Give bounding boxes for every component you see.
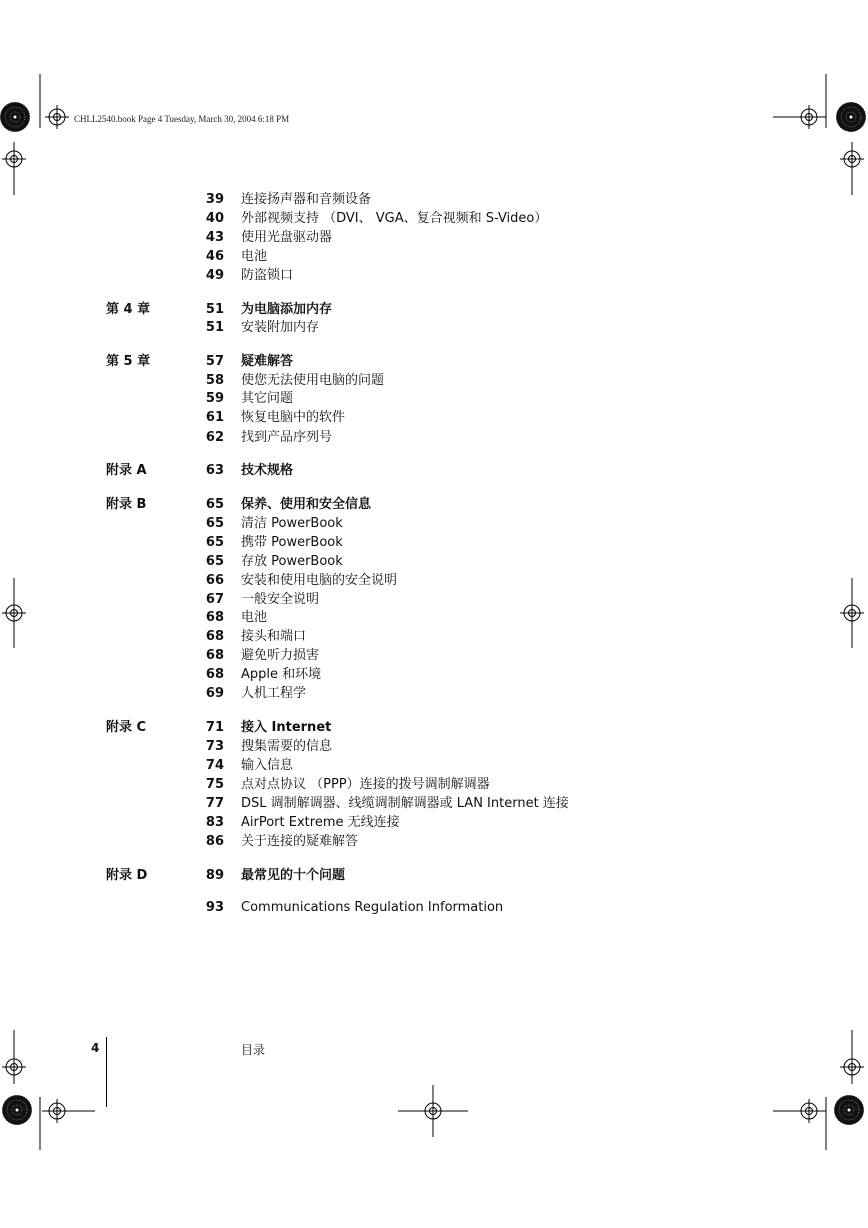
toc-title: 存放 PowerBook bbox=[241, 554, 343, 569]
toc-title: 搜集需要的信息 bbox=[241, 739, 333, 754]
toc-page-number: 62 bbox=[205, 430, 224, 445]
toc-chapter-label: 第 4 章 bbox=[106, 302, 151, 317]
toc-title: 关于连接的疑难解答 bbox=[241, 834, 359, 849]
toc-title: 找到产品序列号 bbox=[241, 430, 333, 445]
toc-page-number: 89 bbox=[205, 868, 224, 883]
toc-page-number: 63 bbox=[205, 463, 224, 478]
toc-title: 点对点协议 （PPP）连接的拨号调制解调器 bbox=[241, 777, 490, 792]
toc-page-number: 49 bbox=[205, 268, 224, 283]
toc-title: 避免听力损害 bbox=[241, 648, 320, 663]
toc-page-number: 43 bbox=[205, 230, 224, 245]
toc-chapter-label: 附录 C bbox=[106, 720, 147, 735]
toc-page-number: 86 bbox=[205, 834, 224, 849]
toc-page-number: 61 bbox=[205, 410, 224, 425]
toc-title: 安装和使用电脑的安全说明 bbox=[241, 573, 398, 588]
toc-page-number: 68 bbox=[205, 667, 224, 682]
toc-page-number: 74 bbox=[205, 758, 224, 773]
toc-chapter-label: 附录 B bbox=[106, 497, 147, 512]
toc-title: 疑难解答 bbox=[241, 354, 294, 369]
toc-page-number: 39 bbox=[205, 192, 224, 207]
toc-page-number: 58 bbox=[205, 373, 224, 388]
toc-page-number: 65 bbox=[205, 497, 224, 512]
footer-divider bbox=[106, 1037, 107, 1107]
toc-page-number: 51 bbox=[205, 320, 224, 335]
toc-title: 最常见的十个问题 bbox=[241, 868, 346, 883]
toc-page-number: 40 bbox=[205, 211, 224, 226]
toc-page-number: 83 bbox=[205, 815, 224, 830]
toc-title: 携带 PowerBook bbox=[241, 535, 343, 550]
toc-page-number: 73 bbox=[205, 739, 224, 754]
toc-title: 一般安全说明 bbox=[241, 592, 320, 607]
toc-page-number: 75 bbox=[205, 777, 224, 792]
toc-page-number: 77 bbox=[205, 796, 224, 811]
toc-page-number: 69 bbox=[205, 686, 224, 701]
toc-title: DSL 调制解调器、线缆调制解调器或 LAN Internet 连接 bbox=[241, 796, 569, 811]
toc-page-number: 57 bbox=[205, 354, 224, 369]
toc-title: 电池 bbox=[241, 610, 268, 625]
toc-title: Communications Regulation Information bbox=[241, 900, 504, 915]
toc-page-number: 65 bbox=[205, 554, 224, 569]
page-number: 4 bbox=[91, 1041, 100, 1055]
toc-title: 使您无法使用电脑的问题 bbox=[241, 373, 385, 388]
toc-page-number: 51 bbox=[205, 302, 224, 317]
toc-title: 电池 bbox=[241, 249, 268, 264]
toc-chapter-label: 附录 A bbox=[106, 463, 147, 478]
toc-title: 防盗锁口 bbox=[241, 268, 294, 283]
toc-page-number: 68 bbox=[205, 629, 224, 644]
toc-title: 人机工程学 bbox=[241, 686, 307, 701]
toc-page-number: 65 bbox=[205, 535, 224, 550]
toc-page-number: 68 bbox=[205, 610, 224, 625]
toc-title: Apple 和环境 bbox=[241, 667, 322, 682]
toc-title: 使用光盘驱动器 bbox=[241, 230, 333, 245]
toc-title: 清洁 PowerBook bbox=[241, 516, 343, 531]
toc-title: 保养、使用和安全信息 bbox=[241, 497, 372, 512]
toc-page-number: 71 bbox=[205, 720, 224, 735]
toc-chapter-label: 附录 D bbox=[106, 868, 148, 883]
toc-title: 安装附加内存 bbox=[241, 320, 320, 335]
footer-section-title: 目录 bbox=[241, 1043, 266, 1057]
toc-title: 恢复电脑中的软件 bbox=[241, 410, 346, 425]
toc-page-number: 46 bbox=[205, 249, 224, 264]
toc-chapter-label: 第 5 章 bbox=[106, 354, 151, 369]
toc-title: 外部视频支持 （DVI、 VGA、复合视频和 S-Video） bbox=[241, 211, 548, 226]
print-slug: CHLL2540.book Page 4 Tuesday, March 30, 2004 6:18 PM bbox=[74, 114, 290, 124]
toc-title: 接头和端口 bbox=[241, 629, 307, 644]
toc-page-number: 59 bbox=[205, 391, 224, 406]
toc-page-number: 93 bbox=[205, 900, 224, 915]
toc-title: 输入信息 bbox=[241, 758, 294, 773]
toc-title: AirPort Extreme 无线连接 bbox=[241, 815, 400, 830]
toc-title: 为电脑添加内存 bbox=[241, 302, 333, 317]
toc-page-number: 66 bbox=[205, 573, 224, 588]
toc-title: 接入 Internet bbox=[241, 720, 332, 735]
toc-title: 连接扬声器和音频设备 bbox=[241, 192, 372, 207]
toc-title: 其它问题 bbox=[241, 391, 294, 406]
toc-page-number: 68 bbox=[205, 648, 224, 663]
toc-page-number: 67 bbox=[205, 592, 224, 607]
toc-page-number: 65 bbox=[205, 516, 224, 531]
toc-title: 技术规格 bbox=[241, 463, 294, 478]
